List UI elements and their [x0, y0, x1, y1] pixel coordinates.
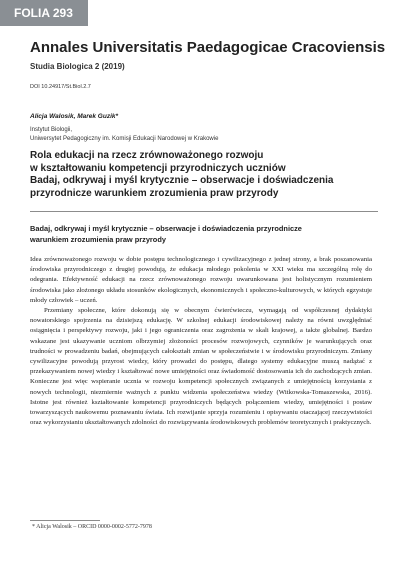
title-line: przyrodnicze warunkiem zrozumienia praw przyrody: [30, 187, 279, 199]
title-line: w kształtowaniu kompetencji przyrodniczych uczniów: [30, 162, 286, 174]
title-line: Rola edukacji na rzecz zrównoważonego rozwoju: [30, 150, 264, 161]
journal-series: Studia Biologica 2 (2019): [30, 62, 125, 71]
footnote: * Alicja Walosik – ORCID 0000-0002-5772-7978: [32, 524, 152, 530]
doi: DOI 10.24917/St.Biol.2.7: [30, 84, 91, 90]
title-divider: [30, 211, 378, 212]
section-heading-line: Badaj, odkrywaj i myśl krytycznie – obserwacje i doświadczenia przyrodnicze: [30, 224, 302, 233]
section-heading-line: warunkiem zrozumienia praw przyrody: [30, 235, 166, 244]
footnote-divider: [30, 520, 100, 521]
article-title: [30, 150, 390, 200]
folio-badge: FOLIA 293: [0, 0, 88, 26]
journal-title: Annales Universitatis Paedagogicae Cracoviensis: [30, 39, 386, 56]
affiliation-institute: Instytut Biologii,: [30, 127, 73, 133]
authors: Alicja Walosik, Marek Guzik*: [30, 113, 119, 120]
paragraph: Idea zrównoważonego rozwoju w dobie postępu technologicznego i cywilizacyjnego z jednej strony, a brak poszanowania środowiska przyrodniczego z drugiej powodują, że edukacja młodego pokolenia w XXI wieku ma szczególną rolę do odegrania. Efektywność edukacji na rzecz zrównoważonego rozwoju uwarunkowana jest holistycznym rozumieniem środowiska jako złożonego układu stosunków ekologicznych, ekonomicznych i społeczno-kulturowych, w których egzystuje młody człowiek – uczeń.: [30, 256, 372, 304]
section-heading: [30, 223, 380, 245]
paragraph: Przemiany społeczne, które dokonują się w obecnym ćwierćwieczu, wymagają od współczesnej dydaktyki nowatorskiego spojrzenia na dzisiejszą edukację. W szkolnej edukacji środowiskowej należy na równi uwzględniać osiągnięcia i perspektywy rozwoju, jaki i jego ograniczenia oraz zagrożenia w skali krajowej, a także globalnej. Bardzo wskazane jest ukazywanie uczniom olbrzymiej złożoności procesów rozwojowych, czynników je warunkujących oraz trudności w prowadzeniu badań, obejmujących całokształt zmian w społeczeństwie i w środowisku przyrodniczym. Zmiany cywilizacyjne powodują przyrost wiedzy, który prowadzi do postępu, dlatego systemy edukacyjne muszą nadążać z przekazywaniem nowej wiedzy i kształtować nowe umiejętności oraz świadomość dostosowania ich do zachodzących zmian. Konieczne jest więc wspieranie ucznia w rozwoju kompetencji społecznych związanych z umiejętnością korzystania z nowych technologii, niezmiernie ważnych z punktu widzenia społeczeństwa wiedzy (Witkowska-Tomaszewska, 2016). Istotne jest również kształtowanie kompetencji przyrodniczych będących połączeniem wiedzy, umiejętności i postaw towarzyszących naukowemu poznawaniu świata. Ich rozwijanie sprzyja rozumieniu i opisywaniu otaczającej rzeczywistości oraz wykorzystaniu ukształtowanych zdolności do rozwiązywania środowiskowych problemów teoretycznych i praktycznych.: [30, 307, 372, 427]
body-text: [30, 255, 372, 428]
affiliation-university: Uniwersytet Pedagogiczny im. Komisji Edukacji Narodowej w Krakowie: [30, 136, 219, 142]
title-line: Badaj, odkrywaj i myśl krytycznie – obserwacje i doświadczenia: [30, 175, 334, 186]
